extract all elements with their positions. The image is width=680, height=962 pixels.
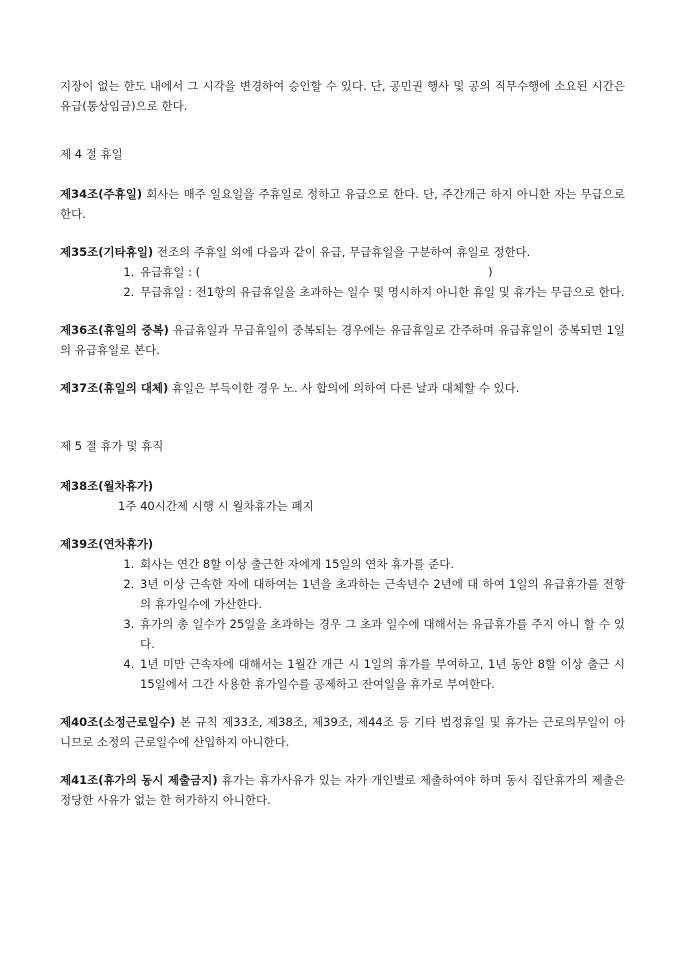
article-39-number: 제39조 [60,537,99,551]
chapter-5-heading: 제 5 절 휴가 및 휴직 [60,439,164,453]
article-41 [60,770,625,810]
article-41-text: 휴가는 휴가사유가 있는 자가 개인별로 제출하여야 하며 동시 집단휴가의 제출은 정당한 사유가 없는 한 허가하지 아니한다. [60,773,625,807]
article-34-text: 회사는 매주 일요일을 주휴일로 정하고 유급으로 한다. 단, 주간개근 하지 아니한 자는 무급으로 한다. [60,187,625,221]
article-35 [60,242,625,302]
article-40-text: 본 규칙 제33조, 제38조, 제39조, 제44조 등 기타 법정휴일 및 휴가는 근로의무일이 아니므로 소정의 근로일수에 산입하지 아니한다. [60,715,625,749]
article-36-title: (휴일의 중복) [98,323,169,337]
close-paren: ) [488,265,493,279]
article-40-number: 제40조 [60,715,99,729]
article-34 [60,184,625,224]
article-36-text: 유급휴일과 무급휴일이 중복되는 경우에는 유급휴일로 간주하며 유급휴일이 중복되면 1일의 유급휴일로 본다. [60,323,625,357]
article-35-title: (기타휴일) [98,245,154,259]
article-34-title: (주휴일) [98,187,143,201]
article-39-title: (연차휴가) [98,537,154,551]
article-37-title: (휴일의 대체) [98,381,169,395]
chapter-4-heading: 제 4 절 휴일 [60,147,123,161]
article-36-number: 제36조 [60,323,99,337]
article-41-title: (휴가의 동시 제출금지) [98,773,218,787]
article-40-title: (소정근로일수) [98,715,176,729]
document-page [60,76,625,828]
article-37-number: 제37조 [60,381,99,395]
article-37 [60,378,625,398]
article-36 [60,320,625,360]
list-item: 1. 유급휴일 : ( ) [138,262,625,282]
article-38-number: 제38조 [60,479,99,493]
intro-paragraph: 지장이 없는 한도 내에서 그 시각을 변경하여 승인할 수 있다. 단, 공민권 행사 및 공의 직무수행에 소요된 시간은 유급(통상임금)으로 한다. [60,79,625,113]
article-35-list [60,262,625,302]
list-item: 3. 휴가의 총 일수가 25일을 초과하는 경우 그 초과 일수에 대해서는 유급휴가를 주지 아니 할 수 있다. [138,614,625,654]
list-item: 2. 무급휴일 : 전1항의 유급휴일을 초과하는 일수 및 명시하지 아니한 휴일 및 휴가는 무급으로 한다. [138,282,625,302]
article-34-number: 제34조 [60,187,99,201]
article-35-number: 제35조 [60,245,99,259]
article-35-text: 전조의 주휴일 외에 다음과 같이 유급, 무급휴일을 구분하여 휴일로 정한다. [153,245,531,259]
article-38-title: (월차휴가) [98,479,154,493]
article-38-body: 1주 40시간제 시행 시 월차휴가는 폐지 [118,499,314,513]
article-37-text: 휴일은 부득이한 경우 노. 사 합의에 의하여 다른 날과 대체할 수 있다. [168,381,520,395]
article-39-list [60,554,625,694]
article-38 [60,476,625,496]
article-40 [60,712,625,752]
article-39 [60,534,625,694]
list-item: 2. 3년 이상 근속한 자에 대하여는 1년을 초과하는 근속년수 2년에 대 하여 1일의 유급휴가를 전항의 휴가일수에 가산한다. [138,574,625,614]
article-41-number: 제41조 [60,773,99,787]
list-item: 4. 1년 미만 근속자에 대해서는 1월간 개근 시 1일의 휴가를 부여하고, 1년 동안 8할 이상 출근 시 15일에서 그간 사용한 휴가일수를 공제하고 잔여일을 휴가로 부여한다. [138,654,625,694]
list-item: 1. 회사는 연간 8할 이상 출근한 자에게 15일의 연차 휴가를 준다. [138,554,625,574]
